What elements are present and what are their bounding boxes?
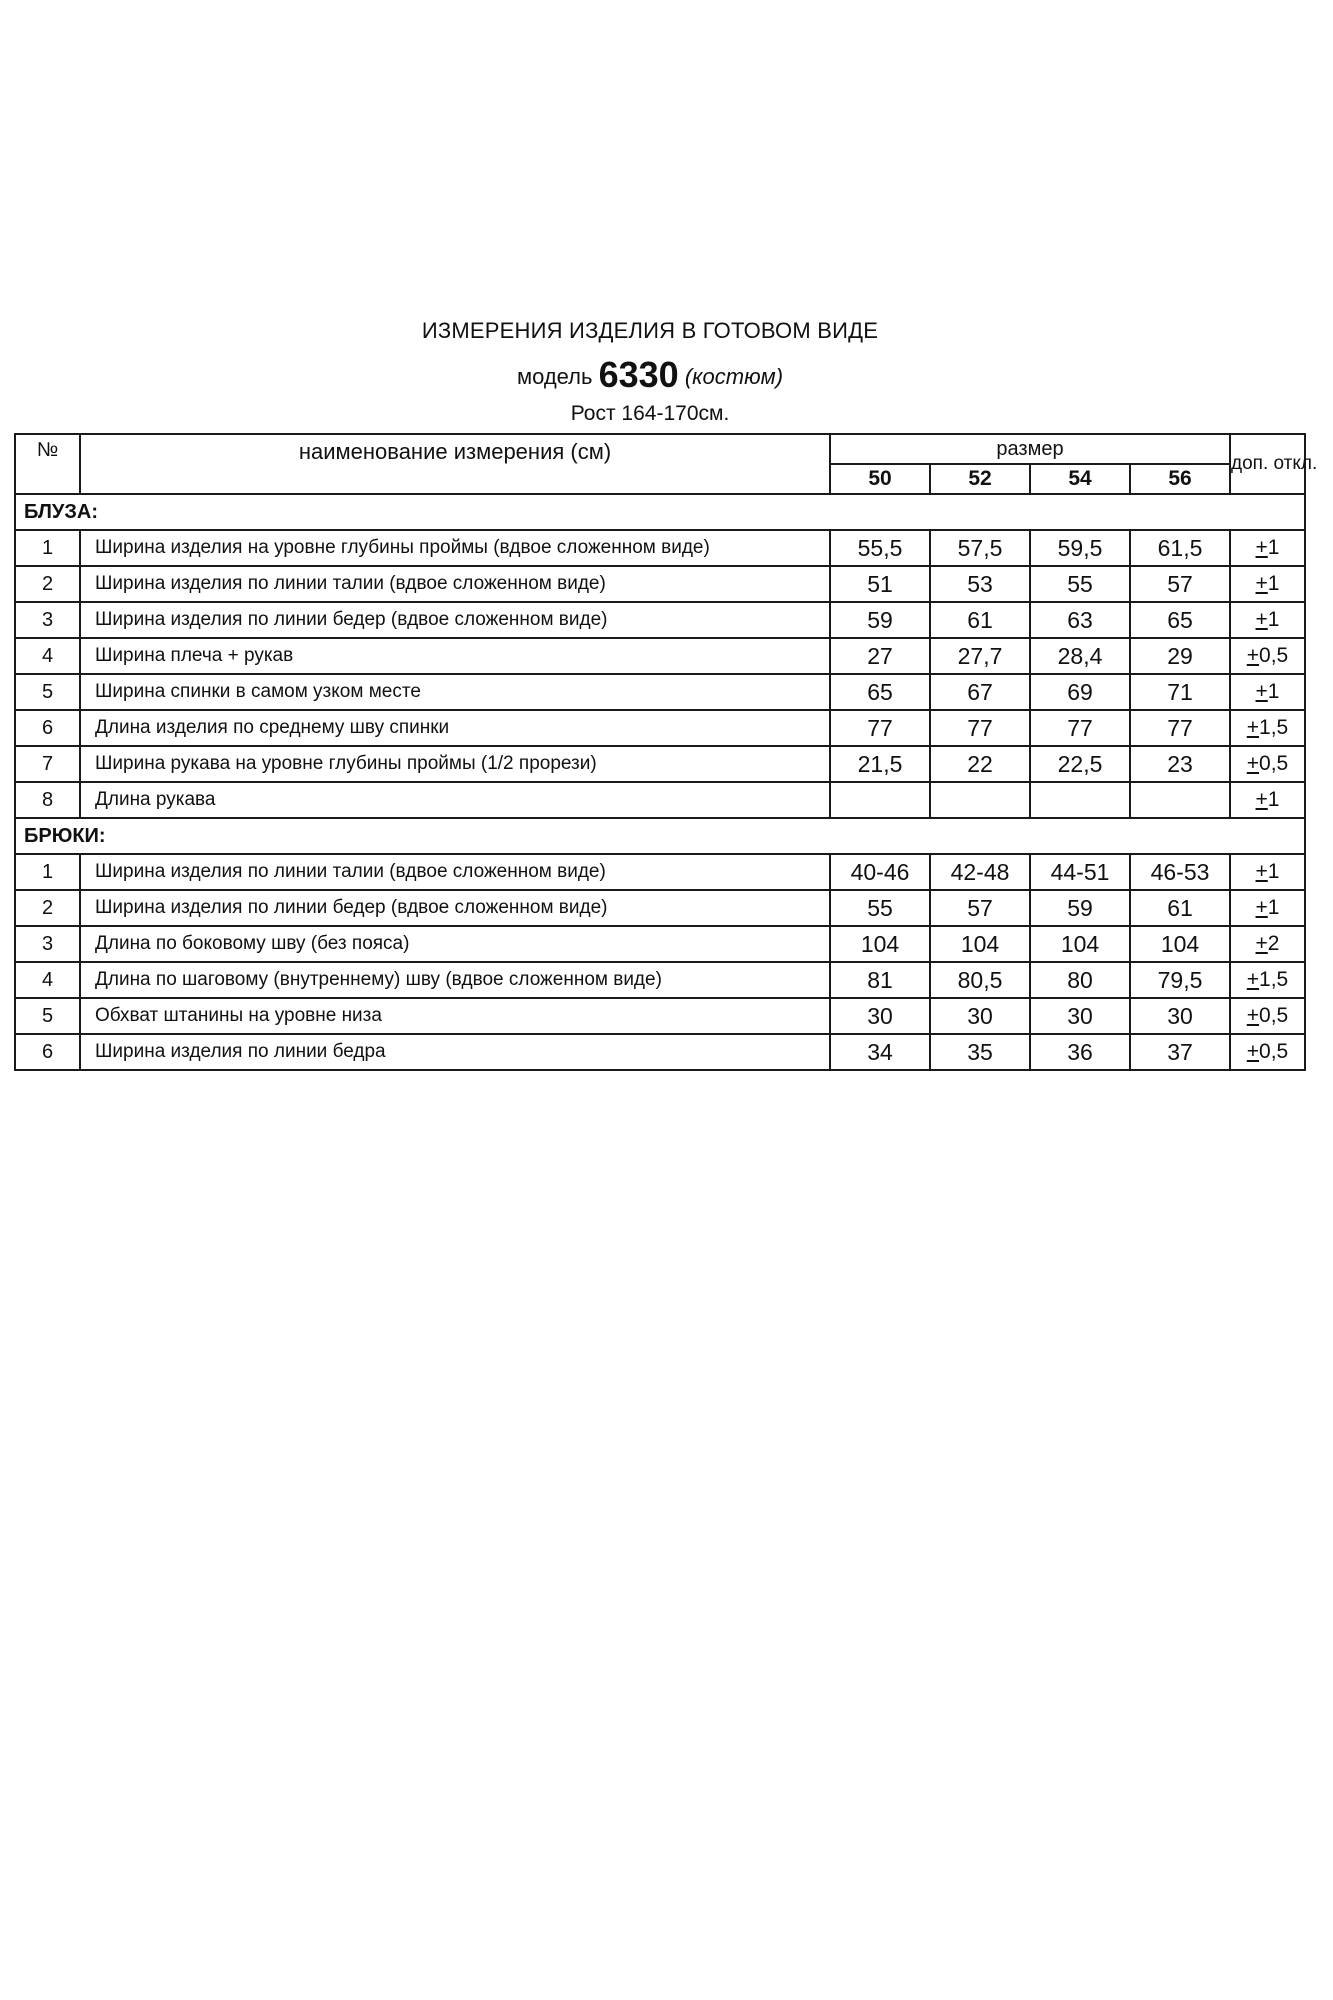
tolerance (1230, 602, 1305, 638)
page-title: ИЗМЕРЕНИЯ ИЗДЕЛИЯ В ГОТОВОМ ВИДЕ (421, 318, 879, 343)
tolerance-value: 0,5 (1259, 644, 1289, 667)
size-value: 23 (1130, 746, 1230, 782)
tolerance-value: 1 (1267, 860, 1280, 883)
row-number: 2 (15, 566, 80, 602)
plus-minus-sign: + (1255, 860, 1268, 883)
tolerance (1230, 1034, 1305, 1070)
tolerance (1230, 854, 1305, 890)
size-value: 80 (1030, 962, 1130, 998)
measurement-name: Ширина изделия по линии талии (вдвое сложенном виде) (80, 566, 830, 602)
measurement-name: Длина рукава (80, 782, 830, 818)
section-title: БЛУЗА: (15, 494, 1305, 530)
plus-minus-sign: + (1255, 608, 1268, 631)
measurement-name: Длина по шаговому (внутреннему) шву (вдвое сложенном виде) (80, 962, 830, 998)
table-row (15, 962, 1305, 998)
size-value: 42-48 (930, 854, 1030, 890)
size-value: 61,5 (1130, 530, 1230, 566)
size-value: 34 (830, 1034, 930, 1070)
size-header: 52 (930, 464, 1030, 494)
size-value: 37 (1130, 1034, 1230, 1070)
size-value: 40-46 (830, 854, 930, 890)
size-value: 77 (930, 710, 1030, 746)
section-row (15, 818, 1305, 854)
section-title: БРЮКИ: (15, 818, 1305, 854)
tolerance (1230, 890, 1305, 926)
plus-minus-sign: + (1255, 896, 1268, 919)
size-value: 30 (930, 998, 1030, 1034)
tolerance-value: 1,5 (1259, 968, 1289, 991)
table-row (15, 926, 1305, 962)
col-no-header: № (15, 434, 80, 494)
tolerance (1230, 998, 1305, 1034)
size-value: 35 (930, 1034, 1030, 1070)
tolerance-value: 1 (1267, 896, 1280, 919)
measurement-name: Ширина изделия по линии бедер (вдвое сложенном виде) (80, 602, 830, 638)
row-number: 6 (15, 1034, 80, 1070)
model-line (0, 354, 1300, 396)
plus-minus-sign: + (1246, 1004, 1260, 1027)
table-row (15, 674, 1305, 710)
table-row (15, 530, 1305, 566)
size-value: 77 (1030, 710, 1130, 746)
size-value: 36 (1030, 1034, 1130, 1070)
table-row (15, 998, 1305, 1034)
size-value: 77 (1130, 710, 1230, 746)
size-header: 54 (1030, 464, 1130, 494)
tolerance-value: 0,5 (1259, 1040, 1289, 1063)
size-value: 22 (930, 746, 1030, 782)
measurement-name: Ширина изделия на уровне глубины проймы (вдвое сложенном виде) (80, 530, 830, 566)
row-number: 1 (15, 530, 80, 566)
measurement-name: Обхват штанины на уровне низа (80, 998, 830, 1034)
measurement-name: Ширина спинки в самом узком месте (80, 674, 830, 710)
tolerance-value: 1 (1267, 536, 1280, 559)
plus-minus-sign: + (1246, 968, 1260, 991)
measurement-name: Длина изделия по среднему шву спинки (80, 710, 830, 746)
size-value: 71 (1130, 674, 1230, 710)
tolerance-value: 1 (1267, 680, 1280, 703)
row-number: 5 (15, 674, 80, 710)
plus-minus-sign: + (1246, 716, 1260, 739)
size-value: 61 (1130, 890, 1230, 926)
measurement-name: Ширина изделия по линии бедер (вдвое сложенном виде) (80, 890, 830, 926)
plus-minus-sign: + (1255, 572, 1268, 595)
size-value: 79,5 (1130, 962, 1230, 998)
size-value: 53 (930, 566, 1030, 602)
tolerance-value: 2 (1267, 932, 1280, 955)
size-value: 104 (1030, 926, 1130, 962)
tolerance (1230, 962, 1305, 998)
tolerance (1230, 782, 1305, 818)
size-value: 28,4 (1030, 638, 1130, 674)
size-value: 44-51 (1030, 854, 1130, 890)
row-number: 3 (15, 926, 80, 962)
measurement-name: Длина по боковому шву (без пояса) (80, 926, 830, 962)
size-value: 104 (1130, 926, 1230, 962)
tolerance (1230, 746, 1305, 782)
table-row (15, 890, 1305, 926)
table-row (15, 710, 1305, 746)
size-value: 57 (930, 890, 1030, 926)
plus-minus-sign: + (1246, 644, 1260, 667)
tolerance (1230, 530, 1305, 566)
row-number: 5 (15, 998, 80, 1034)
size-value: 104 (930, 926, 1030, 962)
size-value: 61 (930, 602, 1030, 638)
size-value: 81 (830, 962, 930, 998)
plus-minus-sign: + (1246, 752, 1260, 775)
row-number: 4 (15, 962, 80, 998)
tolerance-value: 1 (1267, 572, 1280, 595)
size-value: 65 (1130, 602, 1230, 638)
tolerance (1230, 674, 1305, 710)
row-number: 3 (15, 602, 80, 638)
table-row (15, 566, 1305, 602)
size-header: 56 (1130, 464, 1230, 494)
size-value: 59 (830, 602, 930, 638)
size-value: 46-53 (1130, 854, 1230, 890)
height-note: Рост 164-170см. (570, 402, 730, 425)
tolerance (1230, 926, 1305, 962)
size-value: 27,7 (930, 638, 1030, 674)
size-value: 77 (830, 710, 930, 746)
size-value: 51 (830, 566, 930, 602)
col-tol-header: доп. откл. (1230, 434, 1305, 494)
size-value: 55 (1030, 566, 1130, 602)
size-value: 59 (1030, 890, 1130, 926)
plus-minus-sign: + (1255, 932, 1268, 955)
tolerance (1230, 566, 1305, 602)
measurements-table (14, 433, 1318, 1071)
plus-minus-sign: + (1246, 1040, 1260, 1063)
row-number: 4 (15, 638, 80, 674)
size-value: 57,5 (930, 530, 1030, 566)
size-value: 27 (830, 638, 930, 674)
size-value: 22,5 (1030, 746, 1130, 782)
table-row (15, 1034, 1305, 1070)
size-value: 29 (1130, 638, 1230, 674)
row-number: 6 (15, 710, 80, 746)
size-value: 65 (830, 674, 930, 710)
size-value: 30 (1030, 998, 1130, 1034)
tolerance-value: 1 (1267, 608, 1280, 631)
tolerance (1230, 638, 1305, 674)
measurement-name: Ширина изделия по линии бедра (80, 1034, 830, 1070)
size-value: 55,5 (830, 530, 930, 566)
size-value: 55 (830, 890, 930, 926)
size-value (930, 782, 1030, 818)
size-value: 30 (1130, 998, 1230, 1034)
tolerance (1230, 710, 1305, 746)
size-value: 30 (830, 998, 930, 1034)
size-value: 59,5 (1030, 530, 1130, 566)
tolerance-value: 0,5 (1259, 752, 1289, 775)
size-value: 21,5 (830, 746, 930, 782)
tolerance-value: 0,5 (1259, 1004, 1289, 1027)
table-row (15, 602, 1305, 638)
row-number: 8 (15, 782, 80, 818)
col-name-header: наименование измерения (см) (80, 434, 830, 494)
col-size-group-header: размер (830, 434, 1230, 464)
measurement-name: Ширина плеча + рукав (80, 638, 830, 674)
measurement-name: Ширина изделия по линии талии (вдвое сложенном виде) (80, 854, 830, 890)
size-value: 69 (1030, 674, 1130, 710)
table-row (15, 638, 1305, 674)
size-value: 67 (930, 674, 1030, 710)
row-number: 7 (15, 746, 80, 782)
table-row (15, 782, 1305, 818)
table-row (15, 854, 1305, 890)
size-header: 50 (830, 464, 930, 494)
size-value (1030, 782, 1130, 818)
model-prefix: модель (516, 364, 593, 389)
plus-minus-sign: + (1255, 536, 1268, 559)
table-row (15, 746, 1305, 782)
row-number: 2 (15, 890, 80, 926)
header-row (15, 434, 1305, 464)
model-number: 6330 (598, 354, 679, 395)
tolerance-value: 1 (1267, 788, 1280, 811)
size-value (1130, 782, 1230, 818)
tolerance-value: 1,5 (1259, 716, 1289, 739)
plus-minus-sign: + (1255, 788, 1268, 811)
size-value: 57 (1130, 566, 1230, 602)
size-value: 80,5 (930, 962, 1030, 998)
model-type: (костюм) (684, 364, 784, 389)
size-value: 63 (1030, 602, 1130, 638)
measurement-name: Ширина рукава на уровне глубины проймы (1/2 прорези) (80, 746, 830, 782)
row-number: 1 (15, 854, 80, 890)
plus-minus-sign: + (1255, 680, 1268, 703)
size-value (830, 782, 930, 818)
section-row (15, 494, 1305, 530)
size-value: 104 (830, 926, 930, 962)
